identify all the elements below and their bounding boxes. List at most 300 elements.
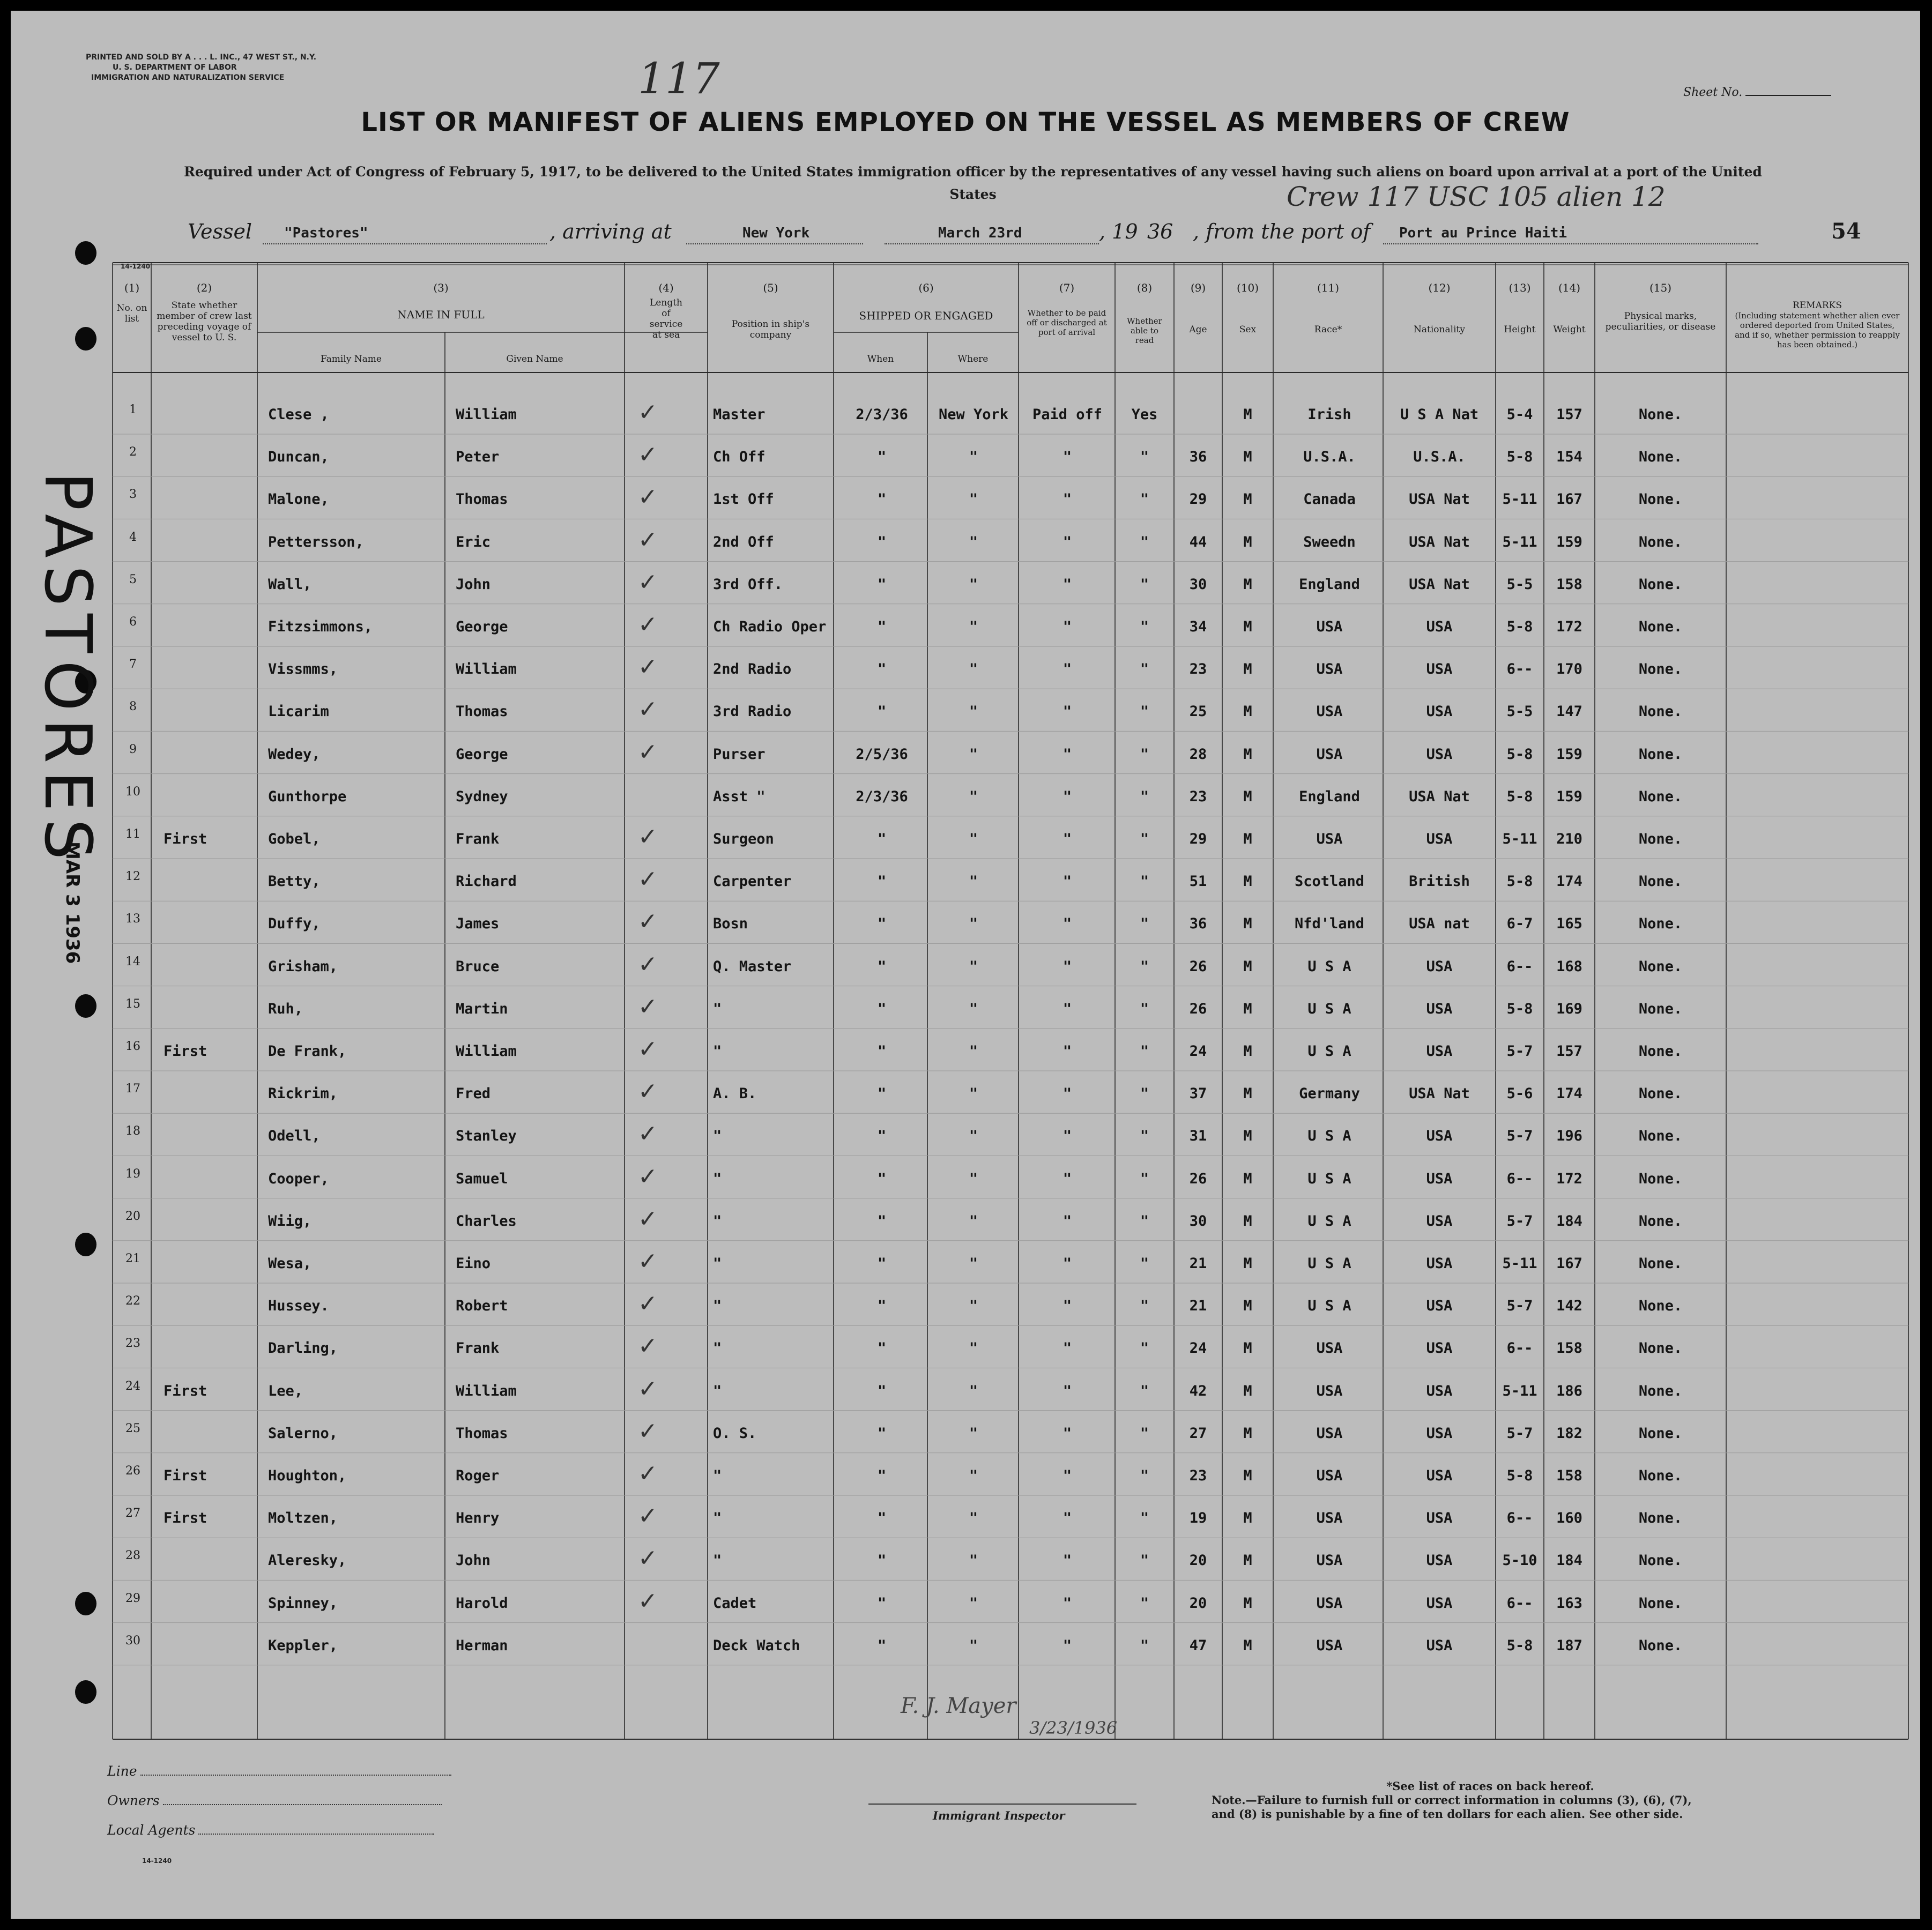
form-subtitle: Required under Act of Congress of February 5, 1917, to be delivered to the United States immigration officer by the representatives of any vessel having such aliens on board upon arrival at a port of the United States — [184, 164, 1762, 202]
race-cell: U S A — [1307, 1170, 1351, 1187]
where-cell: " — [969, 1340, 978, 1357]
given-name-cell: Eric — [456, 533, 491, 550]
where-cell: " — [969, 1467, 978, 1484]
position-cell: 1st Off — [713, 491, 774, 508]
family-name-cell: Duffy, — [268, 915, 321, 933]
header-height: Height — [1504, 324, 1536, 335]
position-cell: " — [713, 1043, 722, 1060]
race-cell: U S A — [1307, 1212, 1351, 1229]
when-cell: " — [877, 533, 887, 550]
age-cell: 42 — [1189, 1382, 1207, 1399]
nationality-cell: USA — [1426, 703, 1453, 720]
weight-cell: 157 — [1556, 406, 1582, 423]
service-check-cell: ✓ — [638, 1417, 658, 1445]
position-cell: Cadet — [713, 1594, 757, 1612]
arrival-date: March 23rd — [938, 225, 1022, 241]
state-cell: First — [164, 831, 207, 847]
age-cell: 28 — [1189, 746, 1207, 763]
paid-cell: " — [1062, 1382, 1072, 1399]
paid-cell: " — [1062, 533, 1072, 550]
family-name-cell: Darling, — [268, 1340, 338, 1357]
weight-cell: 172 — [1556, 1170, 1582, 1187]
given-name-cell: William — [456, 1043, 517, 1060]
sheet-number-label: Sheet No. — [1683, 86, 1743, 99]
family-name-cell: Clese , — [268, 406, 329, 423]
read-cell: " — [1140, 1340, 1149, 1357]
weight-cell: 187 — [1556, 1637, 1582, 1654]
header-physical: Physical marks, peculiarities, or disease — [1605, 311, 1716, 332]
race-cell: USA — [1316, 703, 1343, 720]
arriving-label: , arriving at — [549, 220, 672, 243]
when-cell: " — [877, 491, 887, 508]
read-cell: " — [1140, 831, 1149, 847]
row-number: 16 — [125, 1040, 140, 1053]
physical-cell: None. — [1638, 1510, 1683, 1527]
age-cell: 26 — [1189, 1000, 1207, 1017]
row-number: 20 — [125, 1209, 140, 1223]
footer-owners-field — [107, 1793, 442, 1808]
position-cell: O. S. — [713, 1425, 757, 1442]
weight-cell: 168 — [1556, 958, 1582, 975]
service-check-cell: ✓ — [638, 823, 658, 851]
age-cell: 23 — [1189, 788, 1207, 805]
page-number: 54 — [1831, 219, 1861, 244]
arrival-port: New York — [742, 225, 810, 241]
row-number: 9 — [129, 742, 137, 756]
paid-cell: " — [1062, 1043, 1072, 1060]
physical-cell: None. — [1638, 1637, 1683, 1654]
height-cell: 5-8 — [1506, 873, 1533, 890]
punch-hole — [75, 1592, 96, 1615]
where-cell: " — [969, 1170, 978, 1187]
read-cell: " — [1140, 1085, 1149, 1102]
weight-cell: 142 — [1556, 1298, 1582, 1315]
nationality-cell: USA — [1426, 661, 1453, 678]
sex-cell: M — [1243, 576, 1252, 593]
family-name-cell: Cooper, — [268, 1170, 329, 1187]
height-cell: 5-11 — [1502, 1255, 1537, 1272]
where-cell: " — [969, 1298, 978, 1315]
read-cell: " — [1140, 1000, 1149, 1017]
sex-cell: M — [1243, 703, 1252, 720]
publisher-dept: U. S. DEPARTMENT OF LABOR — [113, 63, 237, 72]
publisher-block — [86, 53, 316, 83]
row-number: 18 — [125, 1124, 140, 1138]
footer-agents-field — [107, 1822, 434, 1838]
service-check-cell: ✓ — [638, 1248, 658, 1275]
paid-cell: " — [1062, 619, 1072, 635]
when-cell: " — [877, 661, 887, 678]
when-cell: " — [877, 1340, 887, 1357]
paid-cell: " — [1062, 1085, 1072, 1102]
weight-cell: 165 — [1556, 915, 1582, 933]
race-cell: England — [1299, 576, 1360, 593]
race-cell: U S A — [1307, 1128, 1351, 1145]
sex-cell: M — [1243, 533, 1252, 550]
row-number: 28 — [125, 1549, 140, 1563]
service-check-cell: ✓ — [638, 993, 658, 1020]
height-cell: 5-11 — [1502, 491, 1537, 508]
header-shipped: SHIPPED OR ENGAGED — [859, 309, 993, 322]
header-sex: Sex — [1239, 324, 1257, 335]
col-num: (1) — [124, 281, 140, 294]
nationality-cell: USA — [1426, 1425, 1453, 1442]
state-cell: First — [164, 1510, 207, 1527]
row-number: 13 — [125, 912, 140, 926]
sex-cell: M — [1243, 1340, 1252, 1357]
height-cell: 5-11 — [1502, 831, 1537, 847]
height-cell: 5-8 — [1506, 1637, 1533, 1654]
when-cell: " — [877, 1255, 887, 1272]
read-cell: " — [1140, 873, 1149, 890]
when-cell: " — [877, 1467, 887, 1484]
family-name-cell: Gunthorpe — [268, 788, 347, 805]
paid-cell: " — [1062, 1510, 1072, 1527]
family-name-cell: Lee, — [268, 1382, 303, 1399]
family-name-cell: Pettersson, — [268, 533, 364, 550]
nationality-cell: USA — [1426, 619, 1453, 635]
nationality-cell: USA — [1426, 1637, 1453, 1654]
age-cell: 20 — [1189, 1552, 1207, 1569]
physical-cell: None. — [1638, 491, 1683, 508]
height-cell: 6-7 — [1506, 915, 1533, 933]
family-name-cell: Vissmms, — [268, 661, 338, 678]
when-cell: " — [877, 1382, 887, 1399]
header-paid: Whether to be paid off or discharged at port of arrival — [1027, 308, 1107, 337]
physical-cell: None. — [1638, 1128, 1683, 1145]
service-check-cell: ✓ — [638, 1205, 658, 1233]
sex-cell: M — [1243, 619, 1252, 635]
service-check-cell: ✓ — [638, 441, 658, 469]
age-cell: 23 — [1189, 661, 1207, 678]
from-label: , from the port of — [1193, 220, 1371, 243]
given-name-cell: William — [456, 661, 517, 678]
service-check-cell: ✓ — [638, 1163, 658, 1190]
col-num: (10) — [1236, 281, 1259, 294]
publisher-service: IMMIGRATION AND NATURALIZATION SERVICE — [91, 73, 285, 82]
race-cell: Irish — [1307, 406, 1351, 423]
races-note: *See list of races on back hereof. — [1386, 1779, 1594, 1793]
row-number: 3 — [129, 488, 137, 502]
read-cell: Yes — [1131, 406, 1158, 423]
position-cell: " — [713, 1467, 722, 1484]
header-weight: Weight — [1553, 324, 1586, 335]
where-cell: " — [969, 703, 978, 720]
sex-cell: M — [1243, 406, 1252, 423]
nationality-cell: USA — [1426, 746, 1453, 763]
service-check-cell: ✓ — [638, 738, 658, 766]
age-cell: 36 — [1189, 449, 1207, 466]
header-read: Whether able to read — [1127, 316, 1162, 345]
given-name-cell: James — [456, 915, 500, 933]
row-number: 1 — [129, 403, 137, 416]
nationality-cell: USA — [1426, 1382, 1453, 1399]
nationality-cell: USA — [1426, 958, 1453, 975]
handwritten-number: 117 — [638, 54, 720, 103]
sex-cell: M — [1243, 788, 1252, 805]
read-cell: " — [1140, 1382, 1149, 1399]
height-cell: 5-8 — [1506, 746, 1533, 763]
race-cell: USA — [1316, 661, 1343, 678]
punch-hole — [75, 994, 96, 1018]
sex-cell: M — [1243, 1467, 1252, 1484]
nationality-cell: USA Nat — [1409, 576, 1470, 593]
given-name-cell: Bruce — [456, 958, 500, 975]
read-cell: " — [1140, 491, 1149, 508]
sex-cell: M — [1243, 1382, 1252, 1399]
where-cell: " — [969, 576, 978, 593]
given-name-cell: George — [456, 619, 508, 635]
read-cell: " — [1140, 1128, 1149, 1145]
physical-cell: None. — [1638, 746, 1683, 763]
age-cell: 37 — [1189, 1085, 1207, 1102]
given-name-cell: John — [456, 1552, 491, 1569]
handwritten-crew-count: Crew 117 USC 105 alien 12 — [1287, 181, 1666, 212]
family-name-cell: Malone, — [268, 491, 329, 508]
sex-cell: M — [1243, 1298, 1252, 1315]
given-name-cell: Samuel — [456, 1170, 508, 1187]
col-num: (8) — [1136, 281, 1153, 294]
nationality-cell: USA Nat — [1409, 788, 1470, 805]
age-cell: 29 — [1189, 491, 1207, 508]
height-cell: 5-7 — [1506, 1212, 1533, 1229]
age-cell: 21 — [1189, 1298, 1207, 1315]
sex-cell: M — [1243, 1212, 1252, 1229]
sex-cell: M — [1243, 1085, 1252, 1102]
race-cell: U S A — [1307, 958, 1351, 975]
weight-cell: 184 — [1556, 1552, 1582, 1569]
given-name-cell: Henry — [456, 1510, 500, 1527]
where-cell: " — [969, 1425, 978, 1442]
given-name-cell: Robert — [456, 1298, 508, 1315]
read-cell: " — [1140, 1043, 1149, 1060]
position-cell: " — [713, 1298, 722, 1315]
when-cell: " — [877, 958, 887, 975]
race-cell: U.S.A. — [1303, 449, 1356, 466]
header-position: Position in ship's company — [731, 319, 810, 340]
weight-cell: 159 — [1556, 788, 1582, 805]
paid-cell: " — [1062, 1212, 1072, 1229]
header-state: State whether member of crew last preceding voyage of vessel to U. S. — [157, 300, 252, 343]
where-cell: " — [969, 915, 978, 933]
where-cell: " — [969, 1128, 978, 1145]
row-number: 23 — [125, 1337, 140, 1351]
year-prefix: , 19 — [1099, 220, 1138, 243]
service-check-cell: ✓ — [638, 1290, 658, 1318]
race-cell: U S A — [1307, 1000, 1351, 1017]
where-cell: " — [969, 449, 978, 466]
sex-cell: M — [1243, 1637, 1252, 1654]
nationality-cell: U.S.A. — [1413, 449, 1466, 466]
when-cell: " — [877, 449, 887, 466]
position-cell: " — [713, 1212, 722, 1229]
race-cell: USA — [1316, 746, 1343, 763]
read-cell: " — [1140, 958, 1149, 975]
family-name-cell: Grisham, — [268, 958, 338, 975]
given-name-cell: Thomas — [456, 1425, 508, 1442]
height-cell: 5-11 — [1502, 1382, 1537, 1399]
weight-cell: 169 — [1556, 1000, 1582, 1017]
paid-cell: " — [1062, 1467, 1072, 1484]
weight-cell: 174 — [1556, 873, 1582, 890]
nationality-cell: USA — [1426, 1298, 1453, 1315]
physical-cell: None. — [1638, 576, 1683, 593]
age-cell: 19 — [1189, 1510, 1207, 1527]
age-cell: 44 — [1189, 533, 1207, 550]
physical-cell: None. — [1638, 915, 1683, 933]
when-cell: " — [877, 831, 887, 847]
weight-cell: 159 — [1556, 746, 1582, 763]
sex-cell: M — [1243, 746, 1252, 763]
race-cell: USA — [1316, 1382, 1343, 1399]
when-cell: " — [877, 1043, 887, 1060]
nationality-cell: USA nat — [1409, 915, 1470, 933]
where-cell: " — [969, 1594, 978, 1612]
punch-hole — [75, 1233, 96, 1256]
weight-cell: 158 — [1556, 1467, 1582, 1484]
weight-cell: 159 — [1556, 533, 1582, 550]
position-cell: " — [713, 1128, 722, 1145]
paid-cell: " — [1062, 1637, 1072, 1654]
service-check-cell: ✓ — [638, 399, 658, 426]
sex-cell: M — [1243, 1043, 1252, 1060]
col-num: (3) — [433, 281, 449, 294]
physical-cell: None. — [1638, 619, 1683, 635]
weight-cell: 186 — [1556, 1382, 1582, 1399]
sex-cell: M — [1243, 831, 1252, 847]
where-cell: " — [969, 873, 978, 890]
physical-cell: None. — [1638, 1255, 1683, 1272]
weight-cell: 158 — [1556, 576, 1582, 593]
weight-cell: 157 — [1556, 1043, 1582, 1060]
physical-cell: None. — [1638, 1552, 1683, 1569]
when-cell: " — [877, 619, 887, 635]
family-name-cell: Wesa, — [268, 1255, 312, 1272]
position-cell: Purser — [713, 746, 766, 763]
row-number: 12 — [125, 870, 140, 884]
physical-cell: None. — [1638, 1594, 1683, 1612]
position-cell: Ch Radio Oper — [713, 619, 827, 635]
service-check-cell: ✓ — [638, 1545, 658, 1573]
race-cell: U S A — [1307, 1255, 1351, 1272]
sex-cell: M — [1243, 1425, 1252, 1442]
where-cell: " — [969, 491, 978, 508]
height-cell: 5-10 — [1502, 1552, 1537, 1569]
position-cell: 3rd Off. — [713, 576, 783, 593]
footer-form-code: 14-1240 — [142, 1857, 172, 1865]
when-cell: 2/5/36 — [856, 746, 908, 763]
where-cell: " — [969, 1212, 978, 1229]
row-number: 5 — [129, 572, 137, 586]
given-name-cell: Fred — [456, 1085, 491, 1102]
weight-cell: 210 — [1556, 831, 1582, 847]
where-cell: " — [969, 1552, 978, 1569]
physical-cell: None. — [1638, 449, 1683, 466]
age-cell: 25 — [1189, 703, 1207, 720]
service-check-cell: ✓ — [638, 526, 658, 554]
punch-hole — [75, 1680, 96, 1704]
physical-cell: None. — [1638, 958, 1683, 975]
form-code: 14-1240 — [121, 263, 151, 270]
weight-cell: 160 — [1556, 1510, 1582, 1527]
race-cell: USA — [1316, 1510, 1343, 1527]
read-cell: " — [1140, 1425, 1149, 1442]
age-cell: 26 — [1189, 1170, 1207, 1187]
race-cell: USA — [1316, 1552, 1343, 1569]
when-cell: " — [877, 1000, 887, 1017]
family-name-cell: Gobel, — [268, 831, 321, 847]
sex-cell: M — [1243, 1170, 1252, 1187]
nationality-cell: USA — [1426, 1255, 1453, 1272]
height-cell: 6-- — [1506, 1594, 1533, 1612]
service-check-cell: ✓ — [638, 1120, 658, 1148]
row-number: 7 — [129, 658, 137, 672]
punch-hole — [75, 327, 96, 351]
given-name-cell: Eino — [456, 1255, 491, 1272]
punch-hole — [75, 241, 96, 265]
manifest-sheet — [11, 11, 1920, 1919]
row-number: 6 — [129, 615, 137, 629]
family-name-cell: Odell, — [268, 1128, 321, 1145]
weight-cell: 170 — [1556, 661, 1582, 678]
read-cell: " — [1140, 746, 1149, 763]
height-cell: 6-- — [1506, 661, 1533, 678]
family-name-cell: De Frank, — [268, 1043, 347, 1060]
physical-cell: None. — [1638, 1382, 1683, 1399]
age-cell: 31 — [1189, 1128, 1207, 1145]
position-cell: " — [713, 1552, 722, 1569]
header-where: Where — [957, 354, 989, 364]
sheet-number-field — [1683, 86, 1831, 99]
given-name-cell: William — [456, 1382, 517, 1399]
physical-cell: None. — [1638, 703, 1683, 720]
given-name-cell: Frank — [456, 831, 500, 847]
col-num: (4) — [658, 281, 674, 294]
read-cell: " — [1140, 1467, 1149, 1484]
race-cell: USA — [1316, 1594, 1343, 1612]
when-cell: " — [877, 1552, 887, 1569]
age-cell: 27 — [1189, 1425, 1207, 1442]
where-cell: " — [969, 1382, 978, 1399]
read-cell: " — [1140, 1298, 1149, 1315]
where-cell: " — [969, 1510, 978, 1527]
position-cell: " — [713, 1000, 722, 1017]
age-cell: 30 — [1189, 1212, 1207, 1229]
paid-cell: " — [1062, 1552, 1072, 1569]
position-cell: " — [713, 1340, 722, 1357]
row-number: 24 — [125, 1379, 140, 1393]
service-check-cell: ✓ — [638, 653, 658, 681]
height-cell: 5-7 — [1506, 1043, 1533, 1060]
position-cell: " — [713, 1382, 722, 1399]
given-name-cell: Harold — [456, 1594, 508, 1612]
family-name-cell: Wiig, — [268, 1212, 312, 1229]
service-check-cell: ✓ — [638, 950, 658, 978]
age-cell: 51 — [1189, 873, 1207, 890]
service-check-cell: ✓ — [638, 1502, 658, 1530]
nationality-cell: USA — [1426, 1594, 1453, 1612]
paid-cell: " — [1062, 915, 1072, 933]
physical-cell: None. — [1638, 1340, 1683, 1357]
weight-cell: 196 — [1556, 1128, 1582, 1145]
physical-cell: None. — [1638, 831, 1683, 847]
family-name-cell: Keppler, — [268, 1637, 338, 1654]
paid-cell: " — [1062, 873, 1072, 890]
when-cell: " — [877, 1510, 887, 1527]
inspector-label: Immigrant Inspector — [933, 1809, 1065, 1822]
family-name-cell: Ruh, — [268, 1000, 303, 1017]
state-cell: First — [164, 1382, 207, 1399]
